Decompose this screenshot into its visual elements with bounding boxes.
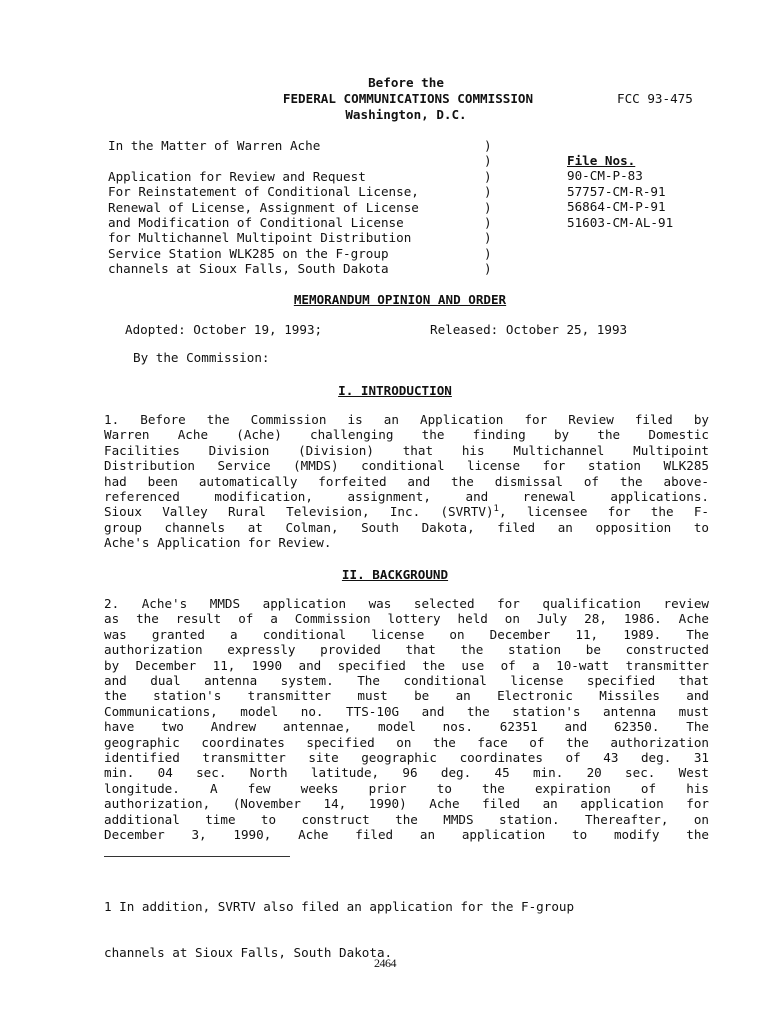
paragraph-line: 1. Before the Commission is an Application for Review filed by — [104, 412, 709, 427]
paragraph-line: by December 11, 1990 and specified the use of a 10-watt transmitter — [104, 657, 709, 673]
caption-line: Application for Review and Request — [108, 168, 366, 184]
by-the-commission: By the Commission: — [133, 350, 270, 365]
caption-line: For Reinstatement of Conditional License, — [108, 184, 419, 200]
paragraph-line-with-footnote — [104, 504, 709, 519]
paren: ) — [484, 184, 492, 200]
file-numbers — [567, 153, 717, 230]
paragraph-line: authorization expressly provided that the station be constructed — [104, 642, 709, 658]
paren: ) — [484, 261, 492, 277]
paren: ) — [484, 138, 492, 153]
caption-line: Renewal of License, Assignment of License — [108, 199, 419, 215]
paragraph-line: Communications, model no. TTS-10G and the station's antenna must — [104, 703, 709, 719]
caption-line: and Modification of Conditional License — [108, 215, 404, 231]
paragraph-line-text: , licensee for the F- — [498, 504, 709, 520]
paragraph-line: have two Andrew antennae, model nos. 62351 and 62350. The — [104, 719, 709, 735]
paren: ) — [484, 215, 492, 231]
paragraph-1 — [104, 412, 709, 551]
caption-line — [108, 153, 508, 168]
section-heading-background: II. BACKGROUND — [341, 567, 449, 582]
paragraph-line: Distribution Service (MMDS) conditional license for station WLK285 — [104, 458, 709, 474]
paragraph-line: as the result of a Commission lottery held on July 28, 1986. Ache — [104, 611, 709, 627]
paragraph-line: longitude. A few weeks prior to the expiration of his — [104, 780, 709, 796]
caption-line: for Multichannel Multipoint Distribution — [108, 230, 412, 246]
footnote-line: channels at Sioux Falls, South Dakota. — [104, 945, 393, 961]
footnote-line: 1 In addition, SVRTV also filed an application for the F-group — [104, 898, 575, 914]
case-caption — [108, 138, 508, 277]
file-number: 51603-CM-AL-91 — [567, 214, 674, 230]
paragraph-line: Ache's Application for Review. — [104, 535, 332, 551]
paragraph-line-text: Sioux Valley Rural Television, Inc. (SVRTV) — [104, 504, 494, 520]
paren: ) — [484, 230, 492, 246]
paren: ) — [484, 168, 492, 184]
paren: ) — [484, 245, 492, 261]
paragraph-line: was granted a conditional license on December 11, 1989. The — [104, 626, 709, 642]
file-number: 90-CM-P-83 — [567, 168, 643, 184]
paren: ) — [484, 199, 492, 215]
section-heading-introduction: I. INTRODUCTION — [338, 383, 452, 398]
caption-line: In the Matter of Warren Ache — [108, 138, 321, 153]
docket-number: FCC 93-475 — [617, 91, 693, 106]
file-numbers-label: File Nos. — [567, 153, 636, 168]
paragraph-line: Warren Ache (Ache) challenging the finding by the Domestic — [104, 427, 709, 443]
paren: ) — [484, 153, 492, 169]
paragraph-line: December 3, 1990, Ache filed an application to modify the — [104, 827, 709, 843]
document-title: MEMORANDUM OPINION AND ORDER — [293, 292, 507, 307]
paragraph-line: additional time to construct the MMDS station. Thereafter, on — [104, 811, 709, 827]
caption-line: channels at Sioux Falls, South Dakota — [108, 261, 389, 277]
released-date: Released: October 25, 1993 — [430, 322, 628, 337]
paragraph-line: referenced modification, assignment, and renewal applications. — [104, 489, 709, 505]
page-number: 2464 — [374, 956, 396, 970]
footnote-reference: 1 — [493, 504, 499, 515]
adopted-date: Adopted: October 19, 1993; — [125, 322, 323, 337]
paragraph-line: the station's transmitter must be an Electronic Missiles and — [104, 688, 709, 704]
paragraph-2 — [104, 596, 709, 843]
paragraph-line: 2. Ache's MMDS application was selected for qualification review — [104, 596, 709, 611]
paragraph-line: group channels at Colman, South Dakota, filed an opposition to — [104, 519, 709, 535]
caption-line: Service Station WLK285 on the F-group — [108, 245, 389, 261]
footnote — [104, 868, 574, 991]
file-number: 56864-CM-P-91 — [567, 199, 666, 215]
header-agency: FEDERAL COMMUNICATIONS COMMISSION — [282, 91, 534, 106]
header-location: Washington, D.C. — [345, 107, 467, 122]
paragraph-line: had been automatically forfeited and the dismissal of the above- — [104, 473, 709, 489]
paragraph-line: identified transmitter site geographic coordinates of 43 deg. 31 — [104, 750, 709, 766]
file-number: 57757-CM-R-91 — [567, 183, 666, 199]
caption-parentheses — [484, 138, 500, 277]
paragraph-line: min. 04 sec. North latitude, 96 deg. 45 min. 20 sec. West — [104, 765, 709, 781]
header-line-before: Before the — [368, 75, 444, 90]
paragraph-line: geographic coordinates specified on the face of the authorization — [104, 734, 709, 750]
paragraph-line: and dual antenna system. The conditional license specified that — [104, 673, 709, 689]
footnote-separator — [104, 856, 290, 857]
paragraph-line: Facilities Division (Division) that his Multichannel Multipoint — [104, 442, 709, 458]
paragraph-line: authorization, (November 14, 1990) Ache filed an application for — [104, 796, 709, 812]
